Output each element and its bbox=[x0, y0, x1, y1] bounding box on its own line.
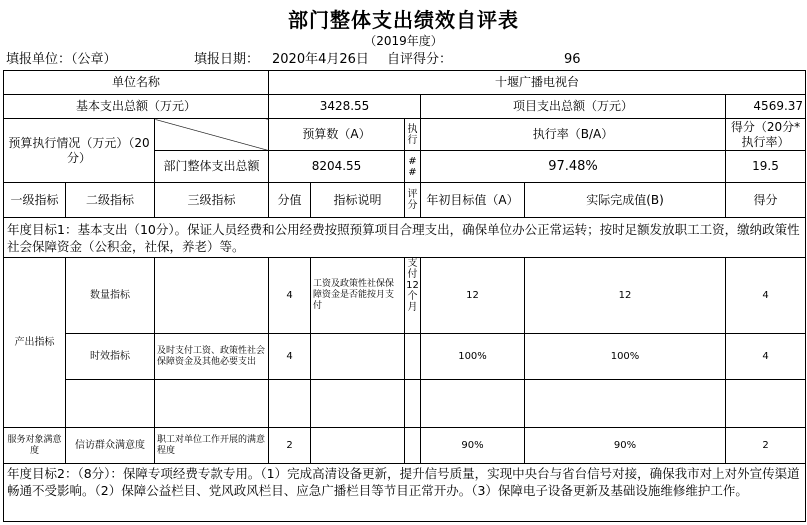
budget-exec-label: 预算执行情况（万元）（20分） bbox=[4, 119, 155, 183]
basic-expense-label: 基本支出总额（万元） bbox=[4, 95, 269, 119]
unit-row bbox=[4, 71, 806, 95]
table-row-empty bbox=[4, 380, 806, 428]
score-cell: 2 bbox=[726, 428, 806, 464]
col-eval: 评分 bbox=[405, 183, 421, 218]
info-line bbox=[4, 51, 804, 69]
actual-cell: 100% bbox=[525, 334, 726, 380]
goal1-row bbox=[4, 218, 806, 258]
weight-cell: 2 bbox=[269, 428, 311, 464]
level3-cell bbox=[155, 258, 269, 334]
eval-cell bbox=[405, 334, 421, 380]
table-row bbox=[4, 334, 806, 380]
target-cell: 100% bbox=[421, 334, 525, 380]
exec-col-label: 执行 bbox=[405, 119, 421, 151]
level3-cell: 职工对单位工作开展的满意程度 bbox=[155, 428, 269, 464]
goal1-text: 年度目标1：基本支出（10分）。保证人员经费和公用经费按照预算项目合理支出，确保单位办公正常运转；按时足额发放职工工资，缴纳政策性社会保障资金（公积金，社保，养老）等。 bbox=[4, 218, 806, 258]
col-target: 年初目标值（A） bbox=[421, 183, 525, 218]
unit-name-value: 十堰广播电视台 bbox=[269, 71, 806, 95]
eval-cell bbox=[405, 428, 421, 464]
rate-col-label: 执行率（B/A） bbox=[421, 119, 726, 151]
col-level1: 一级指标 bbox=[4, 183, 66, 218]
project-expense-value: 4569.37 bbox=[726, 95, 806, 119]
col-weight: 分值 bbox=[269, 183, 311, 218]
table-row bbox=[4, 428, 806, 464]
col-level2: 二级指标 bbox=[66, 183, 155, 218]
level2-cell: 时效指标 bbox=[66, 334, 155, 380]
score-col-label: 得分（20分*执行率） bbox=[726, 119, 806, 151]
evaluation-table bbox=[3, 70, 806, 522]
budget-score-value: 19.5 bbox=[726, 151, 806, 183]
level3-cell: 及时支付工资、政策性社会保障资金及其他必要支出 bbox=[155, 334, 269, 380]
date-label: 填报日期： bbox=[194, 52, 260, 67]
column-header-row bbox=[4, 183, 806, 218]
unit-name-label: 单位名称 bbox=[4, 71, 269, 95]
date-value: 2020年4月26日 bbox=[272, 52, 369, 67]
budget-col-label: 预算数（A） bbox=[269, 119, 405, 151]
score-cell: 4 bbox=[726, 258, 806, 334]
level1-cell: 服务对象满意度 bbox=[4, 428, 66, 464]
page-title: 部门整体支出绩效自评表 bbox=[288, 8, 519, 32]
unit-label: 填报单位：（公章） bbox=[6, 52, 117, 67]
budget-value: 8204.55 bbox=[269, 151, 405, 183]
actual-cell: 90% bbox=[525, 428, 726, 464]
goal2-row bbox=[4, 464, 806, 522]
level2-cell: 数量指标 bbox=[66, 258, 155, 334]
table-row bbox=[4, 258, 806, 334]
actual-cell: 12 bbox=[525, 258, 726, 334]
total-expense-label: 部门整体支出总额 bbox=[155, 151, 269, 183]
desc-cell: 工资及政策性社保保障资金是否能按月支付 bbox=[311, 258, 405, 334]
desc-cell bbox=[311, 334, 405, 380]
col-level3: 三级指标 bbox=[155, 183, 269, 218]
amount-row bbox=[4, 95, 806, 119]
target-cell: 12 bbox=[421, 258, 525, 334]
goal2-text: 年度目标2：（8分）：保障专项经费专款专用。（1）完成高清设备更新，提升信号质量，实现中央台与省台信号对接，确保我市对上对外宣传渠道畅通不受影响。（2）保障公益栏目、党风政风栏目、应急广播栏目等节目正常开办。（3）保障电子设备更新及基础设施维修维护工作。 bbox=[4, 464, 806, 522]
budget-header-row bbox=[4, 119, 806, 151]
col-desc: 指标说明 bbox=[311, 183, 405, 218]
weight-cell: 4 bbox=[269, 334, 311, 380]
project-expense-label: 项目支出总额（万元） bbox=[421, 95, 726, 119]
col-actual: 实际完成值(B) bbox=[525, 183, 726, 218]
level2-cell: 信访群众满意度 bbox=[66, 428, 155, 464]
weight-cell: 4 bbox=[269, 258, 311, 334]
diagonal-cell bbox=[155, 119, 269, 151]
desc-cell bbox=[311, 428, 405, 464]
level1-cell: 产出指标 bbox=[4, 258, 66, 428]
basic-expense-value: 3428.55 bbox=[269, 95, 421, 119]
eval-cell: 支付12个月 bbox=[405, 258, 421, 334]
target-cell: 90% bbox=[421, 428, 525, 464]
rate-value: 97.48% bbox=[421, 151, 726, 183]
year-label: （2019年度） bbox=[364, 34, 443, 48]
col-score: 得分 bbox=[726, 183, 806, 218]
score-value: 96 bbox=[564, 52, 581, 67]
score-cell: 4 bbox=[726, 334, 806, 380]
exec-value: ## bbox=[405, 151, 421, 183]
score-label: 自评得分： bbox=[387, 52, 453, 67]
